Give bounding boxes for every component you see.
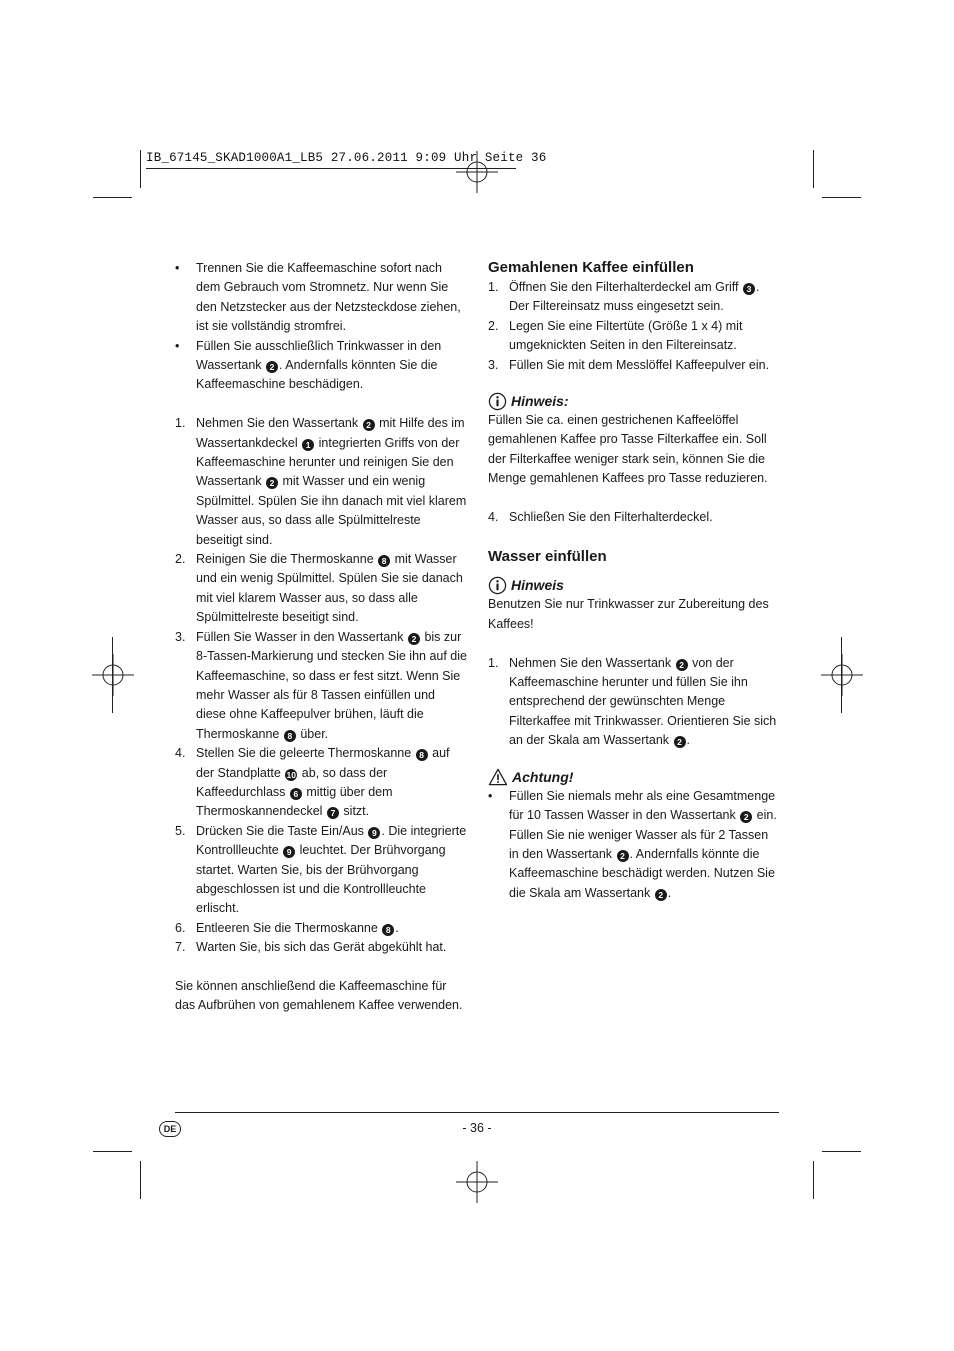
note-heading [488,391,780,411]
list-marker: 4. [488,510,499,525]
part-number-badge: 2 [617,850,629,862]
list-marker: 4. [175,746,186,761]
registration-line [841,637,842,713]
warning-text: Füllen Sie nie weniger Wasser als für 2 Tassen in den Wassertank 2 . Andernfalls könnte die Kaffeemaschine beschädigt werden. Nutzen Sie die Skala am Wassertank 2 . [509,827,775,900]
list-item: • Füllen Sie niemals mehr als eine Gesamtmenge für 10 Tassen Wasser in den Wassertank 2 ein. [488,788,777,823]
part-number-badge: 8 [416,749,428,761]
list-item: 1. Nehmen Sie den Wassertank 2 von der Kaffeemaschine herunter und füllen Sie ihn entsprechend der gewünschten Menge Filterkaffee mit Trinkwasser. Orientieren Sie sich an der Skala am Wassertank 2 . [488,655,777,748]
ground-coffee-step-4 [488,508,780,527]
part-number-badge: 8 [382,924,394,936]
crop-mark [822,1151,861,1152]
warning-title: Achtung! [512,768,574,785]
crop-mark [140,150,141,188]
list-item: 2. Legen Sie eine Filtertüte (Größe 1 x 4) mit umgeknickten Seiten in den Filtereinsatz. [488,318,743,353]
list-item: • Füllen Sie ausschließlich Trinkwasser in den Wassertank 2 . Andernfalls könnten Sie die Kaffeemaschine beschädigen. [175,338,442,392]
list-item: • Trennen Sie die Kaffeemaschine sofort nach dem Gebrauch vom Stromnetz. Nur wenn Sie den Netzstecker aus der Netzsteckdose ziehen, ist sie vollständig stromfrei. [175,261,461,334]
warning-heading [488,767,780,787]
part-number-badge: 8 [284,730,296,742]
warning-bullets [488,787,780,826]
crop-mark [93,197,132,198]
list-item: 1. Nehmen Sie den Wassertank 2 mit Hilfe des im Wassertankdeckel 1 integrierten Griffs von der Kaffeemaschine herunter und reinigen Sie den Wassertank 2 mit Wasser und ein wenig Spülmittel. Spülen Sie ihn danach mit viel klarem Wasser aus, so dass alle Spülmittelreste beseitigt sind. [175,416,467,547]
crop-mark [822,197,861,198]
part-number-badge: 1 [302,439,314,451]
list-item: 5. Drücken Sie die Taste Ein/Aus 9 . Die integrierte Kontrollleuchte 9 leuchtet. Der Brühvorgang startet. Warten Sie, bis der Brühvorgang abgeschlossen ist und die Kontrollleuchte erlischt. [175,823,467,916]
water-steps [488,654,780,751]
safety-bullets [175,259,467,395]
part-number-badge: 8 [378,555,390,567]
crop-mark [813,1161,814,1199]
list-item: 1. Öffnen Sie den Filterhalterdeckel am Griff 3 . Der Filtereinsatz muss eingesetzt sein. [488,280,760,314]
left-column [175,259,467,1016]
info-icon [488,576,507,595]
list-marker: 3. [488,357,499,372]
list-marker: 1. [175,416,186,431]
list-marker: 1. [488,280,499,294]
registration-mark-icon [456,151,498,193]
ground-coffee-steps [488,278,780,375]
list-marker: 2. [488,318,499,333]
list-marker: 3. [175,629,186,644]
part-number-badge: 10 [286,769,296,780]
list-marker: 7. [175,940,186,955]
part-number-badge: 2 [655,889,667,901]
part-number-badge: 6 [290,788,302,800]
list-marker: • [175,338,180,353]
part-number-badge: 2 [363,419,375,431]
list-marker: 2. [175,552,186,567]
part-number-badge: 2 [408,633,420,645]
registration-mark-icon [92,654,134,696]
note-text: Benutzen Sie nur Trinkwasser zur Zubereitung des Kaffees! [488,597,769,631]
list-marker: • [488,788,493,803]
part-number-badge: 2 [266,477,278,489]
list-marker: 5. [175,823,186,838]
registration-mark-icon [821,654,863,696]
part-number-badge: 2 [676,659,688,671]
list-marker: 6. [175,920,186,935]
registration-line [112,637,113,713]
note-title: Hinweis: [511,393,569,410]
list-item: 2. Reinigen Sie die Thermoskanne 8 mit Wasser und ein wenig Spülmittel. Spülen Sie sie danach mit viel klarem Wasser aus, so dass alle Spülmittelreste beseitigt sind. [175,552,463,625]
footer-rule [175,1112,779,1113]
part-number-badge: 2 [266,361,278,373]
page-number: - 36 - [462,1121,492,1135]
part-number-badge: 7 [327,807,339,819]
list-item: 3. Füllen Sie Wasser in den Wassertank 2 bis zur 8-Tassen-Markierung und stecken Sie ihn auf die Kaffeemaschine, so dass er fest sitzt. Wenn Sie mehr Wasser als für 8 Tassen einfüllen und diese ohne Kaffeepulver brühen, läuft die Thermoskanne 8 über. [175,629,467,741]
crop-mark [813,150,814,188]
part-number-badge: 2 [674,736,686,748]
list-item: 6. Entleeren Sie die Thermoskanne 8 . [175,919,467,938]
warning-triangle-icon [488,768,508,786]
list-item: 4. Schließen Sie den Filterhalterdeckel. [488,508,780,527]
closing-paragraph: Sie können anschließend die Kaffeemaschine für das Aufbrühen von gemahlenem Kaffee verwenden. [175,979,463,1013]
list-marker: • [175,261,180,275]
print-slug: IB_67145_SKAD1000A1_LB5 27.06.2011 9:09 Uhr Seite 36 [146,151,547,165]
list-item: 7. Warten Sie, bis sich das Gerät abgekühlt hat. [175,938,467,957]
language-badge: DE [159,1121,181,1137]
list-item: 4. Stellen Sie die geleerte Thermoskanne 8 auf der Standplatte 10 ab, so dass der Kaffeedurchlass 6 mittig über dem Thermoskannendeckel 7 sitzt. [175,746,450,819]
part-number-badge: 9 [283,846,295,858]
note-title: Hinweis [511,577,564,594]
info-icon [488,392,507,411]
note-heading [488,575,780,595]
section-title-water: Wasser einfüllen [488,548,607,566]
section-title-ground-coffee: Gemahlenen Kaffee einfüllen [488,259,694,276]
crop-mark [140,1161,141,1199]
list-item: 3. Füllen Sie mit dem Messlöffel Kaffeepulver ein. [488,356,780,375]
part-number-badge: 3 [743,283,755,295]
part-number-badge: 2 [740,811,752,823]
registration-mark-icon [456,1161,498,1203]
right-column [488,258,780,903]
crop-mark [93,1151,132,1152]
list-marker: 1. [488,655,499,670]
part-number-badge: 9 [368,827,380,839]
note-text: Füllen Sie ca. einen gestrichenen Kaffeelöffel gemahlenen Kaffee pro Tasse Filterkaffee ein. Soll der Filterkaffee weniger stark sein, können Sie die Menge gemahlenen Kaffees pro Tasse reduzieren. [488,413,768,486]
cleaning-steps [175,414,467,957]
